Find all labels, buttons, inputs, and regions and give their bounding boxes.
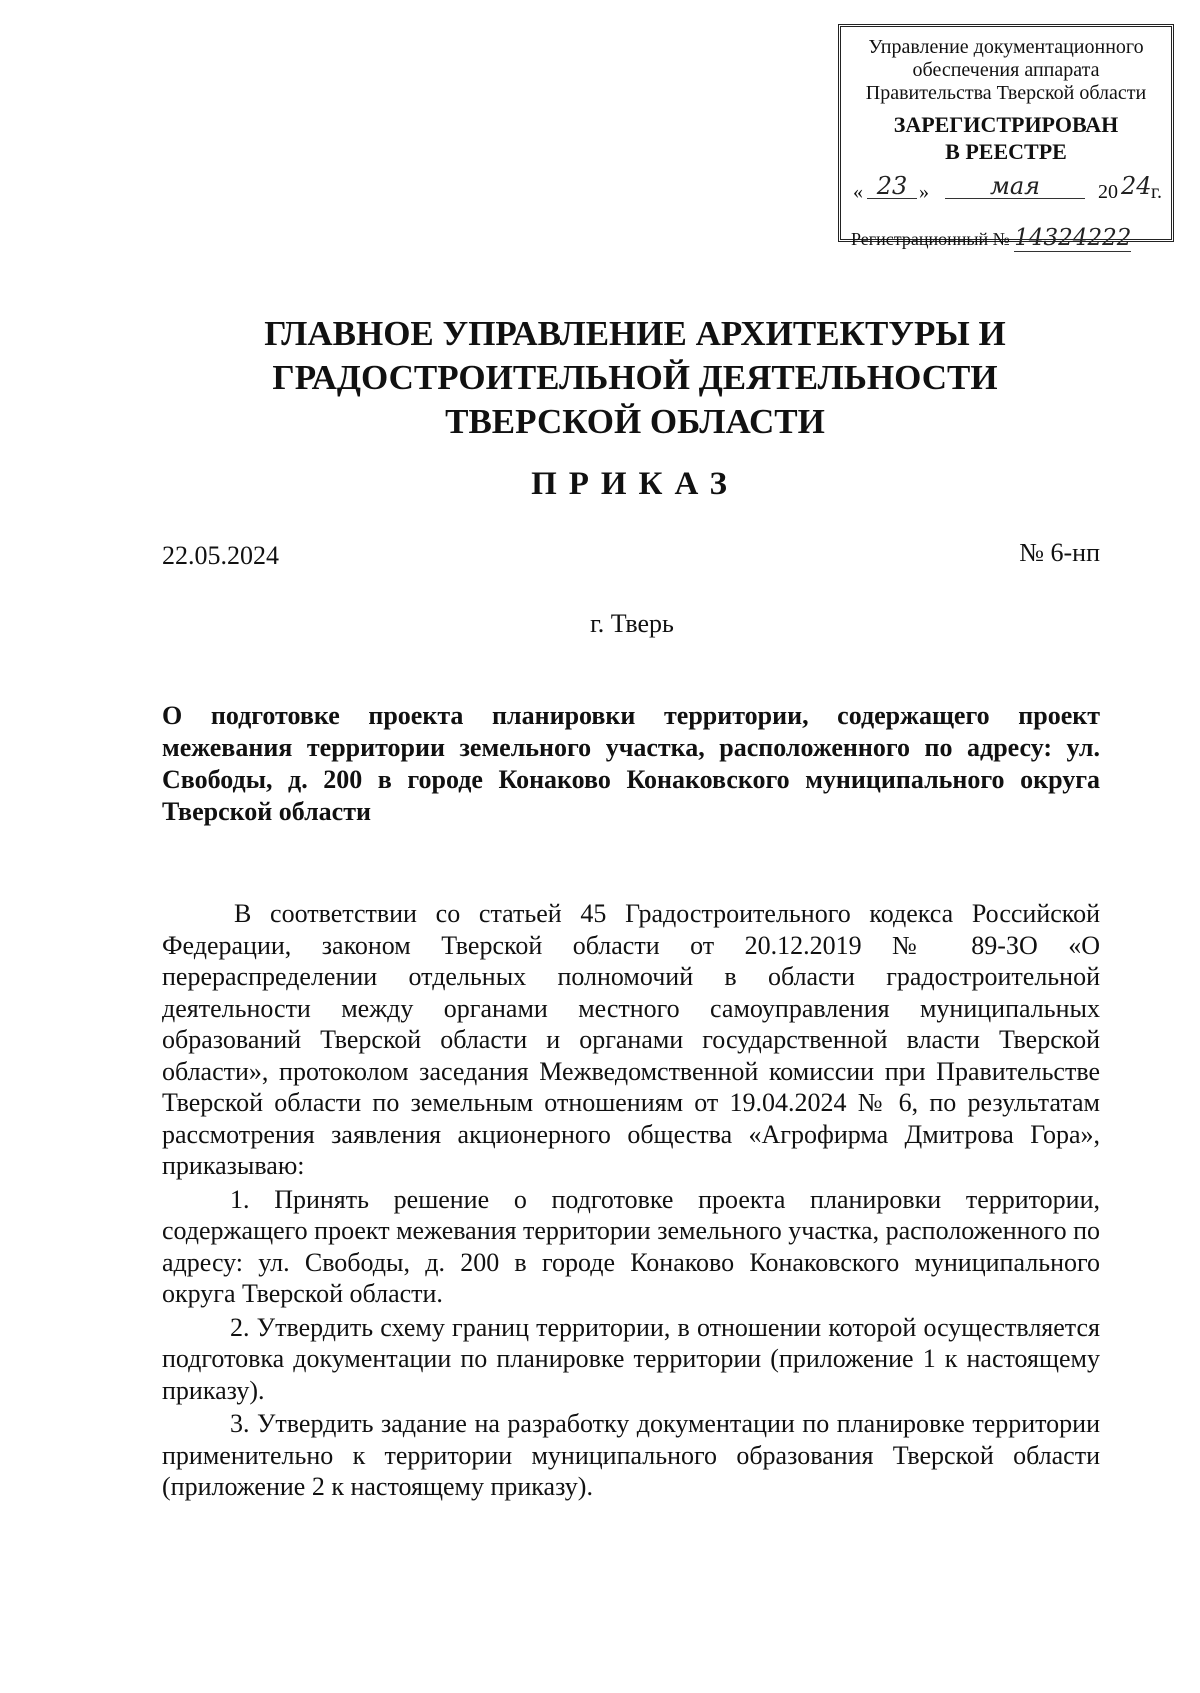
document-type: ПРИКАЗ bbox=[531, 466, 739, 502]
stamp-reg-number-line bbox=[851, 227, 1165, 251]
stamp-line-2: обеспечения аппарата bbox=[912, 59, 1100, 81]
stamp-reg-number: 14324222 bbox=[1014, 225, 1132, 251]
stamp-day: 23 bbox=[867, 175, 917, 199]
registration-stamp bbox=[838, 24, 1174, 251]
stamp-month: мая bbox=[945, 175, 1085, 199]
document-number: № 6-нп bbox=[1019, 538, 1100, 567]
stamp-registered-2: В РЕЕСТРЕ bbox=[945, 139, 1067, 164]
stamp-reg-label: Регистрационный № bbox=[851, 229, 1010, 249]
body-item-3: 3. Утвердить задание на разработку документации по планировке территории применительно к территории муниципального образования Тверской области (приложение 2 к настоящему приказу). bbox=[162, 1409, 1100, 1501]
title-line-1: ГЛАВНОЕ УПРАВЛЕНИЕ АРХИТЕКТУРЫ И bbox=[264, 314, 1006, 353]
body-item-2: 2. Утвердить схему границ территории, в отношении которой осуществляется подготовка документации по планировке территории (приложение 1 к настоящему приказу). bbox=[162, 1312, 1100, 1405]
stamp-date-line: « 23 » мая 20 24 г. bbox=[853, 172, 1162, 203]
body-item-1: 1. Принять решение о подготовке проекта планировки территории, содержащего проект межевания территории земельного участка, расположенного по адресу: ул. Свободы, д. 200 в городе Конаково Конаковского муниципального округа Тверской области. bbox=[162, 1184, 1100, 1308]
stamp-year-suffix: 24 bbox=[1121, 172, 1152, 200]
stamp-year-prefix: 20 bbox=[1098, 181, 1118, 203]
stamp-registered-1: ЗАРЕГИСТРИРОВАН bbox=[893, 112, 1119, 137]
document-city: г. Тверь bbox=[590, 609, 674, 638]
title-line-2: ГРАДОСТРОИТЕЛЬНОЙ ДЕЯТЕЛЬНОСТИ bbox=[272, 358, 998, 397]
title-line-3: ТВЕРСКОЙ ОБЛАСТИ bbox=[445, 402, 825, 441]
stamp-year-unit: г. bbox=[1151, 181, 1162, 203]
body-intro: В соответствии со статьей 45 Градостроительного кодекса Российской Федерации, законом Тверской области от 20.12.2019 № 89-ЗО «О перераспределении отдельных полномочий в области градостроительной деятельности между органами местного самоуправления муниципальных образований Тверской области и органами государственной власти Тверской области», протоколом заседания Межведомственной комиссии при Правительстве Тверской области по земельным отношениям от 19.04.2024 № 6, по результатам рассмотрения заявления акционерного общества «Агрофирма Дмитрова Гора», приказываю: bbox=[162, 899, 1100, 1180]
organization-title bbox=[0, 312, 1200, 444]
stamp-line-1: Управление документационного bbox=[868, 36, 1144, 58]
stamp-line-3: Правительства Тверской области bbox=[865, 82, 1147, 104]
document-subject: О подготовке проекта планировки территории, содержащего проект межевания территории земельного участка, расположенного по адресу: ул. Свободы, д. 200 в городе Конаково Конаковского муниципального округа Тверской области bbox=[162, 701, 1100, 826]
document-date: 22.05.2024 bbox=[162, 541, 279, 570]
document-body bbox=[162, 898, 1100, 1503]
